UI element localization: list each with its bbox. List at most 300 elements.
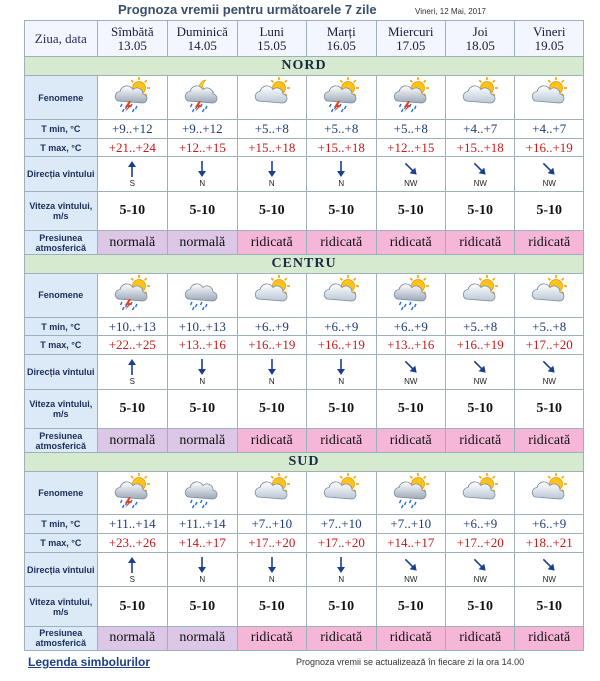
pressure-cell [168,429,236,452]
pressure-value: ridicată [389,432,432,448]
tmin-value: +6..+9 [532,516,567,532]
wind-arrow-icon [168,160,236,178]
tmax-value: +15..+18 [456,139,504,155]
tmin-cell [446,515,514,533]
wind-speed-cell [307,587,375,626]
tmax-cell [98,139,168,157]
row-label: Fenomene [38,290,84,301]
wind-arrow-icon [98,358,168,376]
region-header-row [25,255,583,273]
tmax-cell [377,534,445,552]
pressure-value: ridicată [320,234,363,250]
wind-direction-cell [98,157,168,190]
day-name: Sîmbătă [110,23,154,39]
tmin-value: +10..+13 [108,318,156,334]
day-date: 16.05 [326,37,356,53]
wind-direction-cell [98,553,168,586]
corner-label-cell [25,21,97,56]
tmin-cell [307,515,375,533]
pressure-cell [238,231,306,254]
forecast-table-frame [24,20,584,651]
tmax-value: +15..+18 [248,139,296,155]
region-header-row [25,453,583,471]
day-header-cell [238,21,306,56]
tmax-value: +12..+15 [387,139,435,155]
tmin-cell [168,515,236,533]
wind-direction-label: N [338,376,345,386]
wind-arrow-icon [168,358,236,376]
cloud-rain-icon [180,298,224,315]
tmin-cell [515,120,583,138]
wind-speed-value: 5-10 [189,203,216,218]
tmax-cell [168,534,236,552]
row-label-cell [25,534,97,552]
wind-arrow-icon [377,160,445,178]
wind-direction-cell [238,157,306,190]
tmax-row [25,534,583,552]
wind-speed-value: 5-10 [397,203,424,218]
tmax-cell [446,336,514,354]
tmin-value: +4..+7 [463,120,498,136]
pressure-cell [377,627,445,650]
wind-direction-label: NW [542,179,556,189]
row-label-cell [25,192,97,231]
tmin-value: +6..+9 [324,318,359,334]
wind-speed-value: 5-10 [328,598,355,614]
weather-icon-cell [446,76,514,119]
weather-icon-cell [307,274,375,317]
pressure-cell [98,429,168,452]
tmin-value: +6..+9 [254,318,289,334]
wind-speed-cell [238,587,306,626]
wind-speed-value: 5-10 [258,598,285,614]
wind-speed-cell [446,192,514,231]
wind-speed-cell [377,390,445,429]
tmax-value: +13..+16 [178,337,226,353]
weather-icon-cell [377,274,445,317]
weather-icon-cell [98,472,168,515]
row-label-cell [25,76,97,119]
sun-cloud-rain-icon [389,298,433,315]
day-name: Joi [472,23,488,39]
region-title-cell [25,57,583,75]
tmax-cell [238,534,306,552]
weather-icon-cell [238,274,306,317]
sun-cloud-icon [250,100,294,117]
row-label-cell [25,472,97,515]
wind-speed-value: 5-10 [467,203,494,218]
tmax-value: +14..+17 [178,535,226,551]
page-title: Prognoza vremii pentru următoarele 7 zile [118,2,377,17]
row-label: Presiunea atmosferică [35,232,87,253]
pressure-cell [377,429,445,452]
weather-icon-cell [168,472,236,515]
wind-speed-value: 5-10 [397,598,424,614]
weather-icon-cell [446,472,514,515]
weather-icon-cell [307,472,375,515]
wind-speed-row [25,192,583,231]
wind-arrow-icon [98,160,168,178]
row-label: T max, °C [40,340,82,351]
row-label-cell [25,336,97,354]
tmin-cell [238,120,306,138]
weather-icon-cell [377,472,445,515]
pressure-value: ridicată [250,234,293,250]
wind-arrow-icon [377,358,445,376]
wind-direction-cell [168,355,236,388]
day-name: Luni [259,23,285,39]
tmax-cell [98,534,168,552]
row-label-cell [25,120,97,138]
sun-cloud-icon [250,496,294,513]
region-title: SUD [288,453,320,469]
pressure-value: ridicată [459,432,502,448]
sun-cloud-icon [527,100,571,117]
pressure-row [25,429,583,452]
wind-arrow-icon [98,556,168,574]
wind-arrow-icon [238,160,306,178]
day-date: 15.05 [257,37,287,53]
pressure-value: ridicată [459,234,502,250]
pressure-value: ridicată [459,630,502,646]
tmin-value: +7..+10 [251,516,293,532]
wind-direction-label: N [199,574,206,584]
day-name: Miercuri [388,23,434,39]
wind-direction-label: NW [404,179,418,189]
tmin-cell [446,318,514,336]
row-label: Viteza vîntului, m/s [29,201,93,221]
tmin-row [25,515,583,533]
day-header-cell [98,21,168,56]
tmin-cell [446,120,514,138]
day-header-cell [515,21,583,56]
tmin-cell [98,318,168,336]
row-label-cell [25,157,97,190]
wind-direction-label: N [338,574,345,584]
pressure-cell [446,429,514,452]
header-row [25,21,583,56]
wind-direction-cell [307,355,375,388]
wind-direction-cell [238,355,306,388]
tmax-value: +18..+21 [525,535,573,551]
pressure-value: normală [109,432,156,448]
pressure-value: ridicată [528,432,571,448]
day-header-cell [307,21,375,56]
day-date: 13.05 [117,37,147,53]
wind-speed-value: 5-10 [328,400,355,416]
wind-arrow-icon [446,358,514,376]
weather-icon-row [25,76,583,119]
wind-speed-cell [98,390,168,429]
weather-icon-cell [168,274,236,317]
region-title-cell [25,453,583,471]
day-date: 17.05 [396,37,426,53]
wind-speed-cell [238,192,306,231]
row-label: T min, °C [41,519,81,530]
wind-direction-cell [168,157,236,190]
row-label-cell [25,139,97,157]
wind-direction-label: N [199,179,206,189]
tmax-row [25,139,583,157]
tmin-cell [377,515,445,533]
tmax-cell [515,336,583,354]
wind-arrow-icon [238,556,306,574]
wind-speed-value: 5-10 [536,598,563,614]
row-label-cell [25,318,97,336]
row-label: Direcția vîntului [27,564,95,575]
tmax-value: +16..+19 [525,139,573,155]
tmax-value: +21..+24 [108,139,156,155]
weather-icon-cell [446,274,514,317]
wind-speed-row [25,587,583,626]
wind-direction-label: NW [542,376,556,386]
wind-direction-row [25,157,583,190]
tmin-value: +7..+10 [320,516,362,532]
wind-direction-label: NW [404,574,418,584]
row-label: T min, °C [41,321,81,332]
wind-direction-label: S [129,574,135,584]
pressure-cell [446,627,514,650]
wind-direction-label: NW [404,376,418,386]
wind-speed-cell [307,192,375,231]
pressure-value: ridicată [320,432,363,448]
wind-arrow-icon [307,358,375,376]
wind-speed-cell [98,192,168,231]
row-label: T max, °C [40,538,82,549]
tmax-row [25,336,583,354]
day-name: Duminică [176,23,228,39]
weather-icon-cell [515,274,583,317]
sun-cloud-icon [527,496,571,513]
row-label-cell [25,627,97,650]
row-label-cell [25,274,97,317]
wind-speed-value: 5-10 [467,400,494,416]
wind-speed-cell [446,587,514,626]
tmax-cell [307,534,375,552]
wind-direction-cell [377,157,445,190]
wind-direction-label: S [129,179,135,189]
tmin-cell [307,120,375,138]
wind-direction-cell [307,157,375,190]
region-title: NORD [281,58,327,74]
sun-cloud-thunder-rain-icon [389,100,433,117]
day-date: 19.05 [534,37,564,53]
row-label: Presiunea atmosferică [35,430,87,451]
row-label: Viteza vîntului, m/s [29,596,93,617]
weather-icon-cell [377,76,445,119]
tmax-cell [515,534,583,552]
update-note: Prognoza vremii se actualizează în fiecare zi la ora 14.00 [296,657,525,667]
wind-speed-cell [515,587,583,626]
wind-arrow-icon [515,160,583,178]
row-label-cell [25,587,97,626]
tmin-cell [168,120,236,138]
tmin-value: +6..+9 [463,516,498,532]
row-label: Presiunea atmosferică [35,628,87,649]
wind-arrow-icon [446,160,514,178]
day-date: 14.05 [187,37,217,53]
row-label: Viteza vîntului, m/s [29,398,93,419]
tmax-cell [446,534,514,552]
tmin-cell [168,318,236,336]
tmin-value: +5..+8 [463,318,498,334]
wind-direction-row [25,355,583,388]
pressure-cell [515,627,583,650]
row-label-cell [25,515,97,533]
region-header-row [25,57,583,75]
wind-direction-label: N [268,179,275,189]
weather-icon-row [25,274,583,317]
wind-direction-cell [307,553,375,586]
wind-speed-cell [168,390,236,429]
pressure-value: ridicată [389,234,432,250]
tmin-cell [98,515,168,533]
wind-direction-label: N [338,179,345,189]
sun-cloud-icon [458,298,502,315]
wind-direction-cell [515,553,583,586]
region-title: CENTRU [271,256,337,272]
day-header-cell [377,21,445,56]
tmin-value: +11..+14 [108,516,156,532]
wind-direction-cell [446,157,514,190]
pressure-value: ridicată [250,630,293,646]
corner-label: Ziua, data [34,30,87,46]
sun-cloud-thunder-rain-icon [110,298,154,315]
wind-direction-label: N [268,376,275,386]
weather-icon-cell [515,472,583,515]
wind-direction-cell [377,553,445,586]
pressure-value: ridicată [528,234,571,250]
pressure-cell [168,231,236,254]
tmin-cell [377,318,445,336]
row-label-cell [25,429,97,452]
pressure-cell [307,231,375,254]
day-name: Marți [326,23,356,39]
tmin-cell [238,515,306,533]
row-label-cell [25,390,97,429]
weather-icon-row [25,472,583,515]
sun-cloud-rain-icon [389,496,433,513]
wind-speed-cell [98,587,168,626]
day-date: 18.05 [465,37,495,53]
pressure-cell [515,231,583,254]
tmin-cell [515,318,583,336]
weather-icon-cell [168,76,236,119]
wind-arrow-icon [377,556,445,574]
row-label: T max, °C [40,142,82,153]
pressure-cell [238,627,306,650]
tmax-value: +22..+25 [108,337,156,353]
wind-direction-cell [238,553,306,586]
pressure-row [25,231,583,254]
pressure-cell [446,231,514,254]
tmax-value: +16..+19 [317,337,365,353]
tmin-value: +5..+8 [324,120,359,136]
wind-speed-cell [168,192,236,231]
tmax-cell [238,336,306,354]
row-label-cell [25,231,97,254]
pressure-cell [238,429,306,452]
wind-speed-value: 5-10 [536,203,563,218]
row-label-cell [25,355,97,388]
tmin-cell [98,120,168,138]
wind-direction-label: N [268,574,275,584]
weather-icon-cell [515,76,583,119]
sun-cloud-icon [527,298,571,315]
wind-arrow-icon [307,556,375,574]
wind-direction-label: N [199,376,206,386]
wind-speed-value: 5-10 [119,203,146,218]
wind-speed-value: 5-10 [189,598,216,614]
moon-cloud-thunder-rain-icon [180,100,224,117]
day-header-cell [446,21,514,56]
tmax-cell [515,139,583,157]
pressure-cell [307,627,375,650]
row-label: T min, °C [41,123,81,134]
forecast-table [24,20,584,651]
tmax-value: +17..+20 [317,535,365,551]
tmax-cell [307,336,375,354]
pressure-cell [168,627,236,650]
weather-icon-cell [307,76,375,119]
tmax-cell [238,139,306,157]
row-label: Direcția vîntului [27,366,95,377]
tmin-cell [377,120,445,138]
pressure-cell [98,627,168,650]
region-title-cell [25,255,583,273]
wind-direction-cell [168,553,236,586]
sun-cloud-thunder-rain-icon [319,100,363,117]
legend-link[interactable]: Legenda simbolurilor [28,655,151,669]
wind-speed-cell [515,390,583,429]
sun-cloud-icon [250,298,294,315]
pressure-cell [515,429,583,452]
wind-direction-cell [515,355,583,388]
day-name: Vineri [533,23,566,39]
wind-speed-value: 5-10 [119,598,146,614]
tmax-value: +16..+19 [456,337,504,353]
wind-speed-row [25,390,583,429]
tmin-value: +10..+13 [178,318,226,334]
wind-speed-cell [377,587,445,626]
tmin-value: +5..+8 [393,120,428,136]
wind-speed-value: 5-10 [467,598,494,614]
sun-cloud-thunder-rain-icon [110,100,154,117]
tmax-value: +16..+19 [248,337,296,353]
wind-arrow-icon [307,160,375,178]
tmax-cell [377,139,445,157]
tmax-cell [377,336,445,354]
tmin-cell [515,515,583,533]
pressure-cell [307,429,375,452]
wind-speed-cell [238,390,306,429]
pressure-value: normală [109,234,156,250]
tmax-value: +17..+20 [456,535,504,551]
tmin-value: +9..+12 [111,120,153,136]
wind-speed-value: 5-10 [328,203,355,218]
wind-speed-value: 5-10 [536,400,563,416]
pressure-cell [377,231,445,254]
weather-icon-cell [98,76,168,119]
tmax-cell [168,336,236,354]
sun-cloud-icon [319,496,363,513]
row-label-cell [25,553,97,586]
cloud-rain-icon [180,496,224,513]
wind-direction-cell [446,553,514,586]
wind-speed-value: 5-10 [258,203,285,218]
tmin-cell [238,318,306,336]
pressure-value: normală [179,630,226,646]
